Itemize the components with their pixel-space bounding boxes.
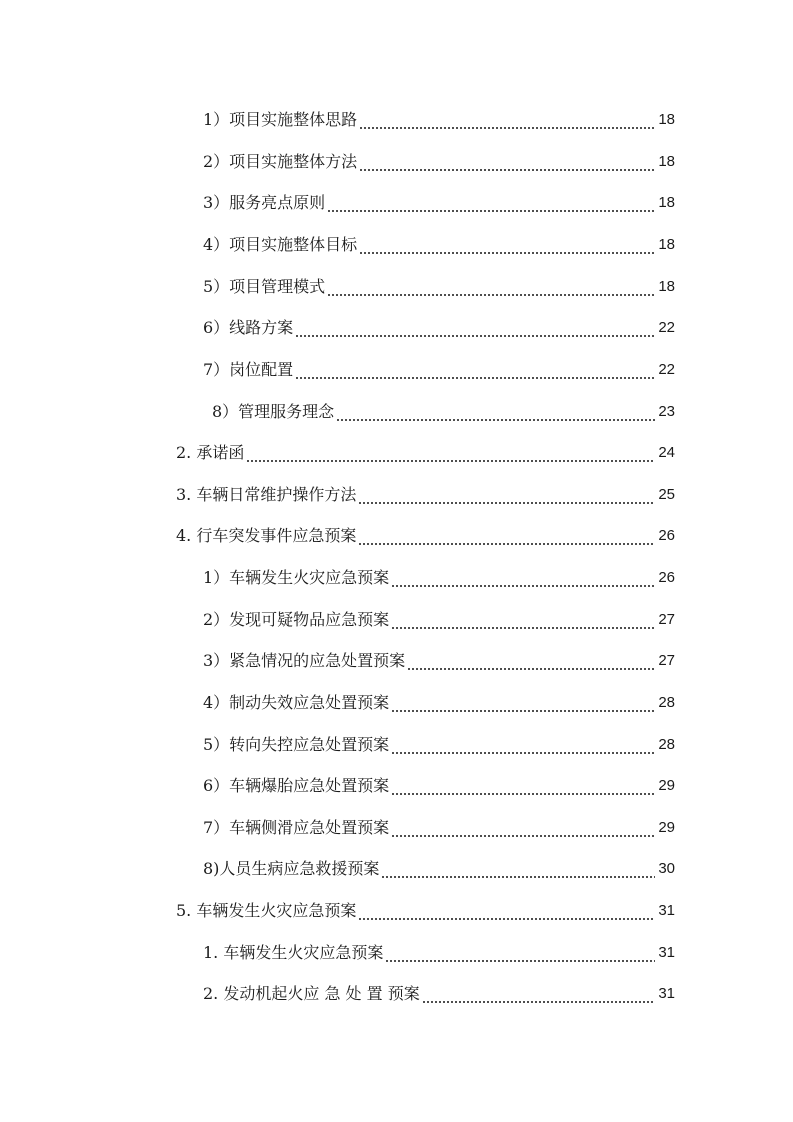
toc-entry-page: 29 xyxy=(658,819,675,836)
toc-entry[interactable] xyxy=(203,564,675,588)
toc-entry-title: 3）紧急情况的应急处置预案 xyxy=(203,651,406,670)
toc-leader-dots xyxy=(358,901,655,921)
toc-entry[interactable] xyxy=(203,356,675,380)
toc-leader-dots xyxy=(295,360,655,380)
toc-entry[interactable] xyxy=(203,148,675,172)
toc-entry[interactable] xyxy=(176,481,675,505)
toc-leader-dots xyxy=(391,735,655,755)
toc-entry-page: 18 xyxy=(658,194,675,211)
toc-entry-page: 23 xyxy=(658,403,675,420)
toc-leader-dots xyxy=(327,193,655,213)
toc-entry-page: 28 xyxy=(658,694,675,711)
toc-entry[interactable] xyxy=(203,647,675,671)
toc-entry[interactable] xyxy=(176,439,675,463)
toc-entry-title: 7）岗位配置 xyxy=(203,360,294,379)
toc-entry-title: 1. 车辆发生火灾应急预案 xyxy=(203,943,384,962)
toc-entry-page: 26 xyxy=(658,569,675,586)
toc-entry-title: 5）转向失控应急处置预案 xyxy=(203,735,390,754)
toc-entry-page: 27 xyxy=(658,611,675,628)
toc-entry-page: 30 xyxy=(658,860,675,877)
toc-entry-page: 31 xyxy=(658,985,675,1002)
toc-entry-page: 25 xyxy=(658,486,675,503)
toc-leader-dots xyxy=(391,568,655,588)
toc-entry-title: 8）管理服务理念 xyxy=(212,402,335,421)
toc-leader-dots xyxy=(407,651,655,671)
toc-entry[interactable] xyxy=(203,772,675,796)
toc-entry-title: 7）车辆侧滑应急处置预案 xyxy=(203,818,390,837)
toc-entry-title: 5）项目管理模式 xyxy=(203,277,326,296)
toc-leader-dots xyxy=(391,776,655,796)
toc-leader-dots xyxy=(391,818,655,838)
toc-entry[interactable] xyxy=(203,939,675,963)
toc-leader-dots xyxy=(358,485,655,505)
toc-entry-page: 22 xyxy=(658,319,675,336)
toc-entry[interactable] xyxy=(203,814,675,838)
toc-leader-dots xyxy=(422,984,656,1004)
toc-entry-page: 26 xyxy=(658,527,675,544)
toc-entry-page: 18 xyxy=(658,236,675,253)
toc-leader-dots xyxy=(391,693,655,713)
toc-leader-dots xyxy=(359,152,655,172)
toc-entry-page: 18 xyxy=(658,153,675,170)
toc-entry-title: 6）线路方案 xyxy=(203,318,294,337)
toc-entry-title: 2）项目实施整体方法 xyxy=(203,152,358,171)
toc-entry-page: 18 xyxy=(658,111,675,128)
toc-leader-dots xyxy=(385,943,655,963)
toc-entry-page: 31 xyxy=(658,902,675,919)
toc-entry[interactable] xyxy=(212,398,675,422)
toc-leader-dots xyxy=(359,110,655,130)
toc-entry-title: 4）项目实施整体目标 xyxy=(203,235,358,254)
toc-entry[interactable] xyxy=(203,106,675,130)
toc-entry[interactable] xyxy=(203,314,675,338)
toc-entry-title: 8)人员生病应急救援预案 xyxy=(203,859,380,878)
toc-entry-title: 2. 承诺函 xyxy=(176,443,245,462)
toc-entry-page: 18 xyxy=(658,278,675,295)
toc-entry-title: 1）车辆发生火灾应急预案 xyxy=(203,568,390,587)
toc-entry[interactable] xyxy=(203,689,675,713)
toc-leader-dots xyxy=(391,610,655,630)
toc-entry-title: 1）项目实施整体思路 xyxy=(203,110,358,129)
toc-entry-title: 3）服务亮点原则 xyxy=(203,193,326,212)
toc-entry-page: 28 xyxy=(658,736,675,753)
toc-leader-dots xyxy=(336,402,655,422)
toc-entry[interactable] xyxy=(203,606,675,630)
toc-entry-title: 6）车辆爆胎应急处置预案 xyxy=(203,776,390,795)
toc-leader-dots xyxy=(359,235,655,255)
toc-entry-page: 31 xyxy=(658,944,675,961)
toc-leader-dots xyxy=(327,277,655,297)
toc-entry-title: 4. 行车突发事件应急预案 xyxy=(176,526,357,545)
toc-entry[interactable] xyxy=(203,980,675,1004)
toc-entry-page: 27 xyxy=(658,652,675,669)
toc-leader-dots xyxy=(358,526,655,546)
toc-entry[interactable] xyxy=(203,855,675,879)
toc-entry-title: 5. 车辆发生火灾应急预案 xyxy=(176,901,357,920)
toc-leader-dots xyxy=(381,859,655,879)
toc-leader-dots xyxy=(246,443,655,463)
toc-entry[interactable] xyxy=(176,522,675,546)
toc-entry-page: 24 xyxy=(658,444,675,461)
toc-entry[interactable] xyxy=(203,731,675,755)
toc-entry-title: 3. 车辆日常维护操作方法 xyxy=(176,485,357,504)
toc-entry-title: 2）发现可疑物品应急预案 xyxy=(203,610,390,629)
toc-entry[interactable] xyxy=(203,231,675,255)
toc-entry-title: 4）制动失效应急处置预案 xyxy=(203,693,390,712)
toc-leader-dots xyxy=(295,318,655,338)
toc-entry-page: 22 xyxy=(658,361,675,378)
toc-entry[interactable] xyxy=(176,897,675,921)
toc-entry-page: 29 xyxy=(658,777,675,794)
toc-entry[interactable] xyxy=(203,273,675,297)
toc-entry-title: 2. 发动机起火应 急 处 置 预案 xyxy=(203,984,420,1003)
toc-entry[interactable] xyxy=(203,189,675,213)
